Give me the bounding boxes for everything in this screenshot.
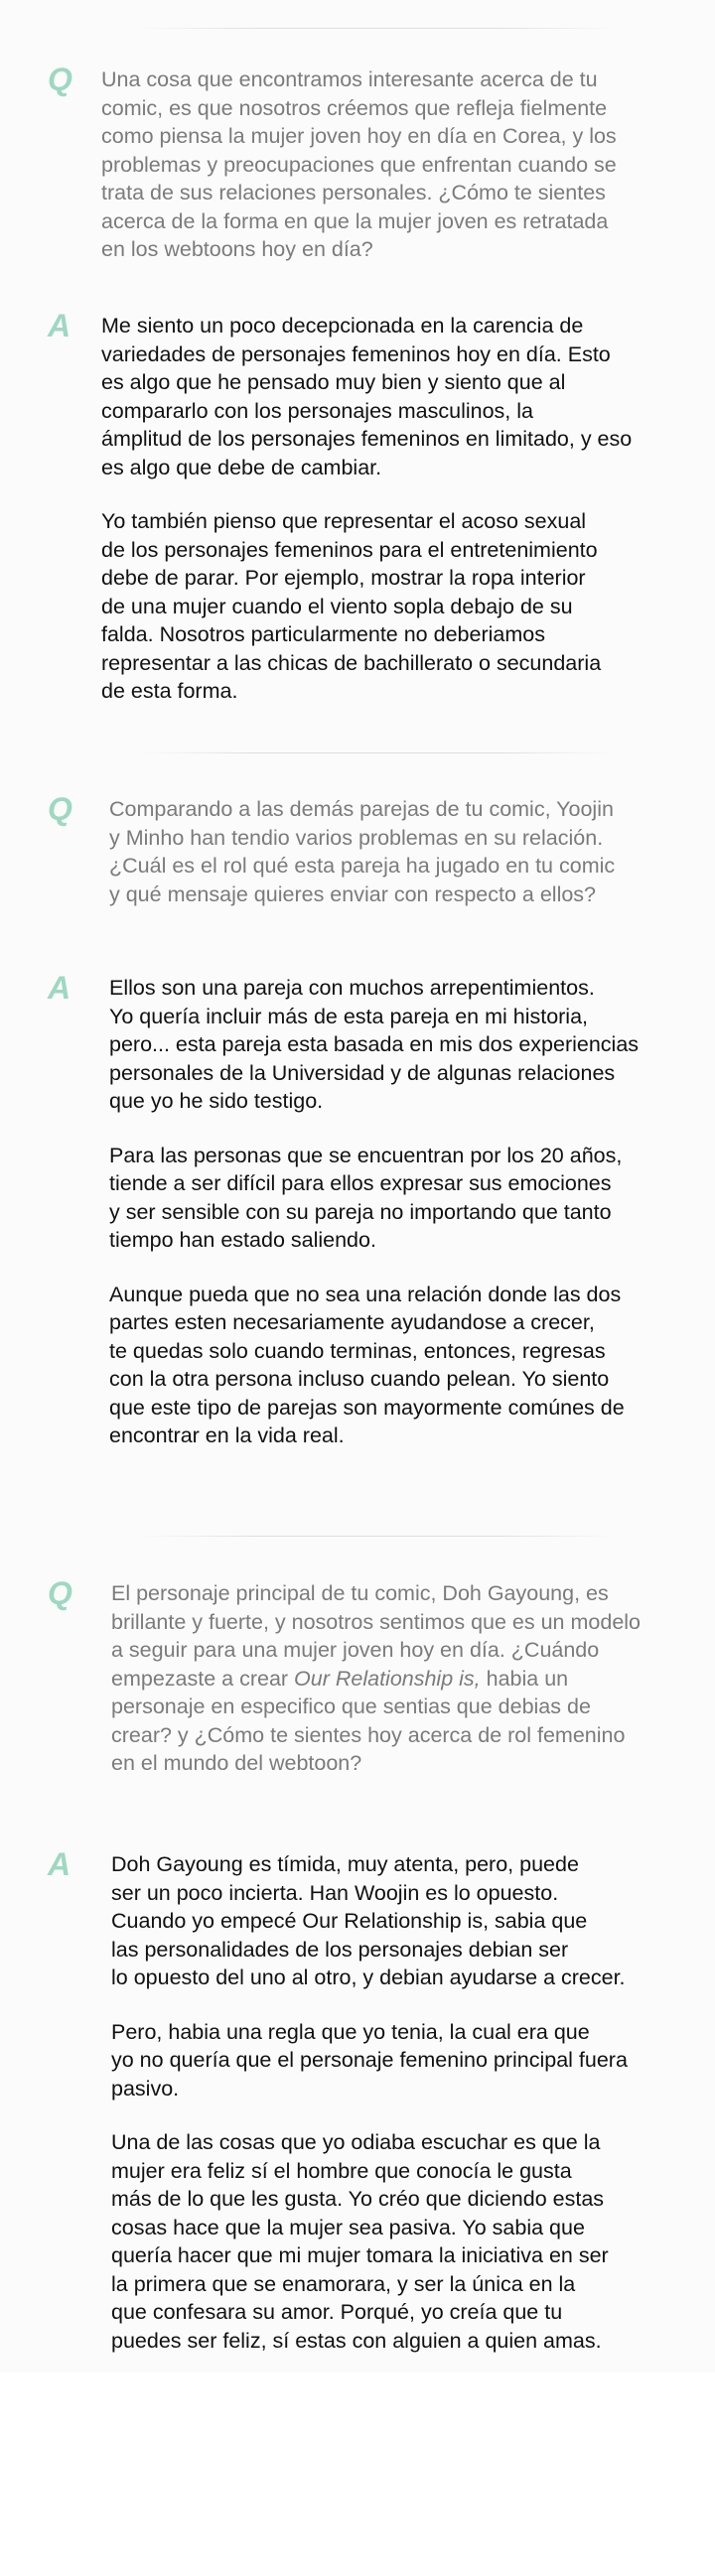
answer-paragraph: Me siento un poco decepcionada en la carencia de variedades de personajes femeninos hoy en día. Esto es algo que he pensado muy bien y siento que al compararlo con los personajes masculinos, la ámplitud de los personajes femeninos en limitado, y eso es algo que debe de cambiar. [101, 314, 633, 479]
answer-body [109, 974, 710, 1450]
question-marker: Q [48, 1575, 72, 1611]
bottom-whitespace [0, 2373, 715, 2576]
answer-paragraph: Una de las cosas que yo odiaba escuchar es que la mujer era feliz sí el hombre que conocía le gusta más de lo que les gusta. Yo créo que diciendo estas cosas hace que la mujer sea pasiva. Yo sabia que quería hacer que mi mujer tomara la iniciativa en ser la primera que se enamorara, y ser la única en la que confesara su amor. Porqué, yo creía que tu puedes ser feliz, sí estas con alguien a quien amas. [111, 2130, 609, 2353]
answer-body [111, 1850, 712, 2355]
question-text-part: El personaje principal de tu comic, Doh Gayoung, es brillante y fuerte, y nosotros sentimos que es un modelo a seguir para una mujer joven hoy en día. ¿Cuándo empezaste a crear [111, 1581, 642, 1691]
question-text [111, 1579, 712, 1778]
divider-top [139, 28, 616, 29]
answer-body [101, 312, 707, 706]
divider-2 [139, 1536, 616, 1537]
answer-paragraph: Doh Gayoung es tímida, muy atenta, pero, puede ser un poco incierta. Han Woojin es lo opuesto. Cuando yo empecé Our Relationship is, sabia que las personalidades de los personajes debian ser lo opuesto del uno al otro, y debian ayudarse a crecer. [111, 1852, 626, 1989]
answer-marker: A [48, 308, 72, 343]
question-text: Comparando a las demás parejas de tu comic, Yoojin y Minho han tendio varios problemas en su relación. ¿Cuál es el rol qué esta pareja ha jugado en tu comic y qué mensaje quieres enviar con respecto a ellos? [109, 797, 616, 906]
answer-paragraph: Ellos son una pareja con muchos arrepentimientos. Yo quería incluir más de esta pareja en mi historia, pero... esta pareja esta basada en mis dos experiencias personales de la Universidad y de algunas relaciones que yo he sido testigo. [109, 976, 640, 1113]
answer-marker: A [48, 1846, 72, 1882]
answer-marker: A [48, 970, 72, 1006]
divider-1 [139, 752, 616, 753]
question-marker: Q [48, 62, 72, 97]
question-marker: Q [48, 791, 72, 827]
answer-paragraph: Yo también pienso que representar el acoso sexual de los personajes femeninos para el entretenimiento debe de parar. Por ejemplo, mostrar la ropa interior de una mujer cuando el viento sopla debajo de su falda. Nosotros particularmente no deberiamos representar a las chicas de bachillerato o secundaria de esta forma. [101, 509, 602, 703]
question-text: Una cosa que encontramos interesante acerca de tu comic, es que nosotros créemos que refleja fielmente como piensa la mujer joven hoy en día en Corea, y los problemas y preocupaciones que enfrentan cuando se trata de sus relaciones personales. ¿Cómo te sientes acerca de la forma en que la mujer joven es retratada en los webtoons hoy en día? [101, 68, 617, 261]
comic-title: Our Relationship is, [294, 1666, 481, 1691]
answer-paragraph: Para las personas que se encuentran por los 20 años, tiende a ser difícil para ellos expresar sus emociones y ser sensible con su pareja no importando que tanto tiempo han estado saliendo. [109, 1143, 623, 1252]
answer-paragraph: Aunque pueda que no sea una relación donde las dos partes esten necesariamente ayudandose a crecer, te quedas solo cuando terminas, entonces, regresas con la otra persona incluso cuando pelean. Yo siento que este tipo de parejas son mayormente comúnes de encontrar en la vida real. [109, 1282, 625, 1447]
question-text-part: habia un personaje en especifico que sentias que debias de crear? y ¿Cómo te sientes hoy acerca de rol femenino en el mundo del webtoon? [111, 1666, 626, 1775]
answer-paragraph: Pero, habia una regla que yo tenia, la cual era que yo no quería que el personaje femenino principal fuera pasivo. [111, 2019, 628, 2101]
